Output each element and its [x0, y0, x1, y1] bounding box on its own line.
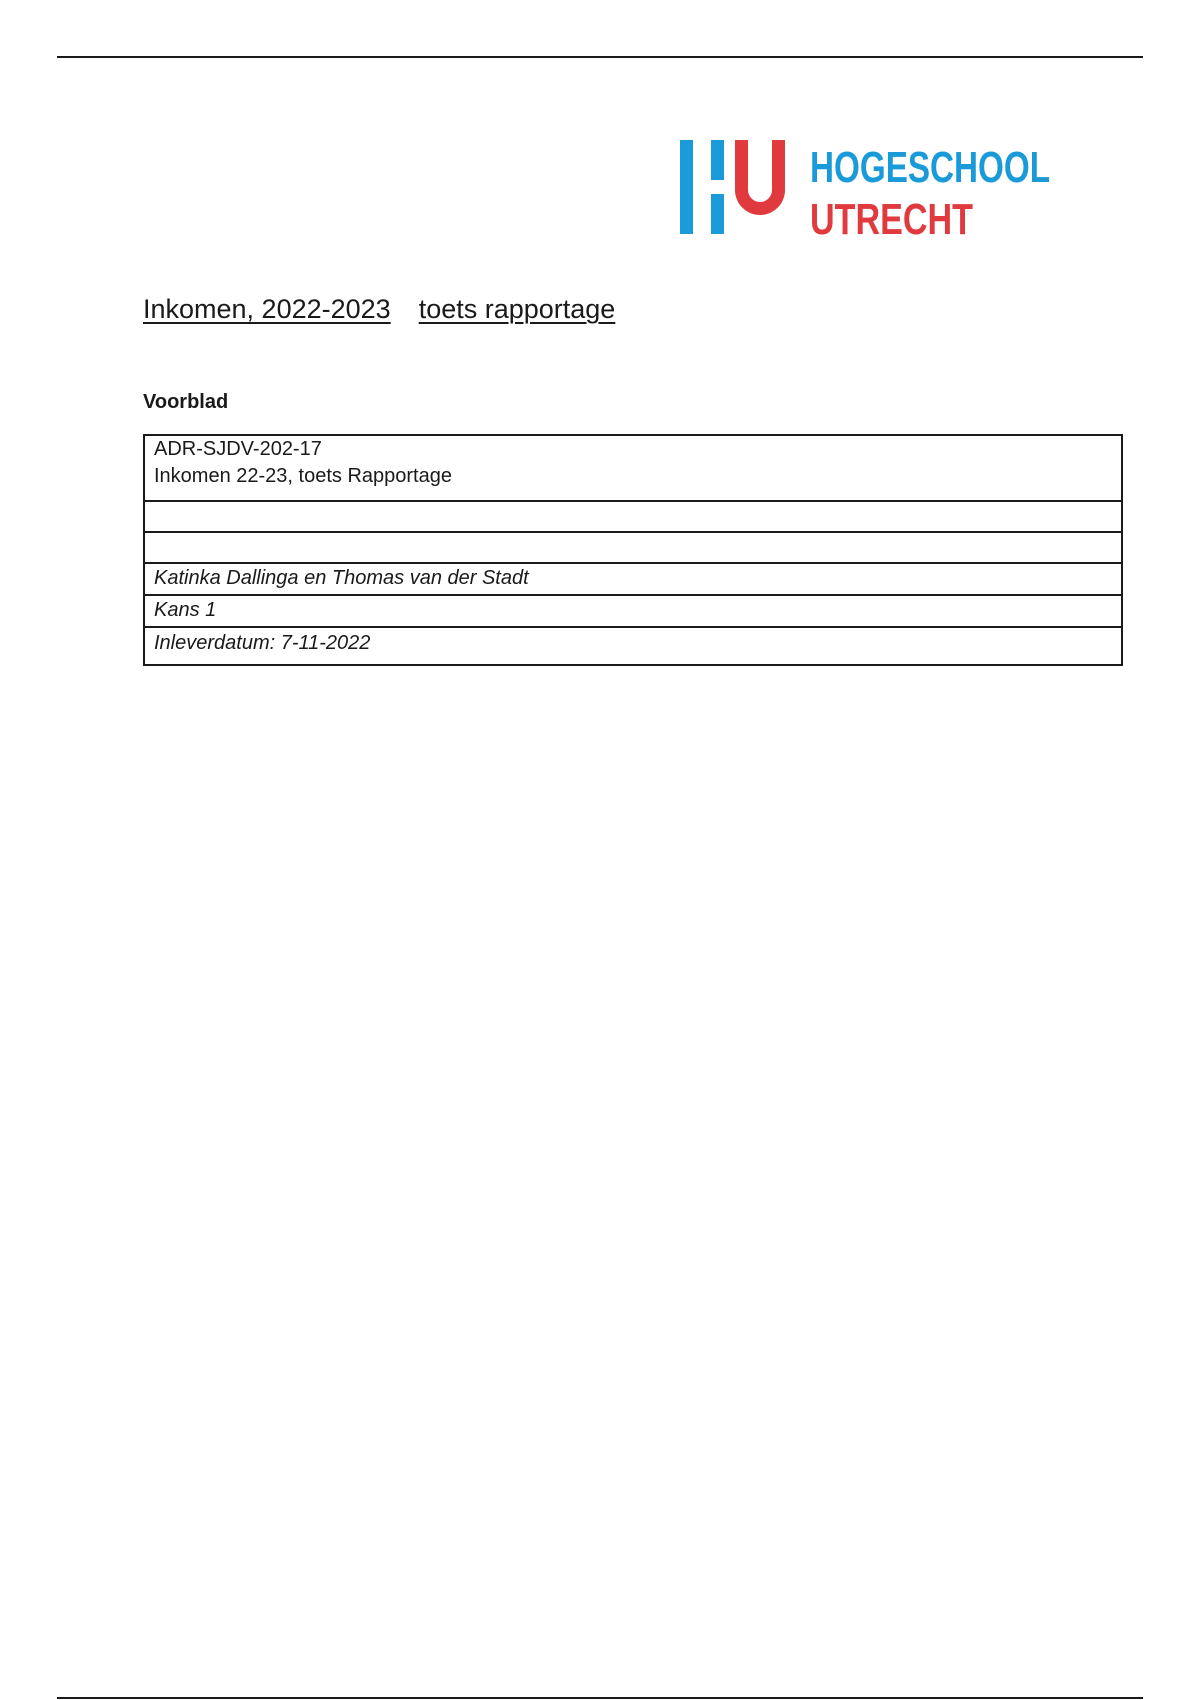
course-cell [144, 435, 1122, 501]
title-part-1: Inkomen, 2022-2023 [143, 294, 391, 324]
logo-line-1: HOGESCHOOL [810, 143, 1050, 192]
table-row [144, 563, 1122, 595]
footer-rule [57, 1697, 1143, 1699]
course-name: Inkomen 22-23, toets Rapportage [154, 465, 452, 487]
hogeschool-utrecht-logo [675, 138, 1055, 244]
logo-line-2: UTRECHT [810, 195, 974, 244]
section-label: Voorblad [143, 391, 229, 413]
document-title [143, 294, 615, 325]
title-part-2: toets rapportage [418, 294, 616, 324]
cover-table [143, 434, 1123, 666]
table-row [144, 435, 1122, 501]
header-rule [57, 56, 1143, 58]
table-row [144, 532, 1122, 563]
attempt-cell: Kans 1 [144, 595, 1122, 627]
table-row [144, 627, 1122, 665]
table-row [144, 501, 1122, 532]
table-row [144, 595, 1122, 627]
empty-cell [144, 501, 1122, 532]
due-date-cell: Inleverdatum: 7-11-2022 [144, 627, 1122, 665]
course-code: ADR-SJDV-202-17 [154, 438, 322, 460]
empty-cell [144, 532, 1122, 563]
authors-cell: Katinka Dallinga en Thomas van der Stadt [144, 563, 1122, 595]
